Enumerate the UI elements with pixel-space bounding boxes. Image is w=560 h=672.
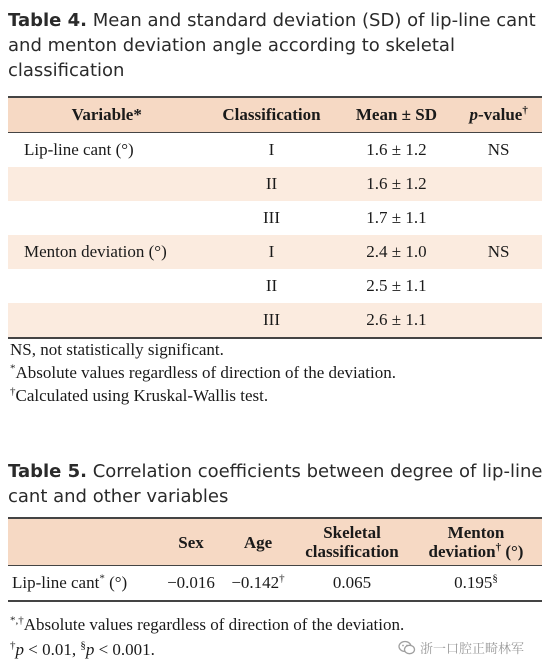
table4-cell-p [455, 201, 542, 235]
table4-cell-classification: III [263, 310, 280, 329]
table4-caption [8, 8, 554, 83]
table5-caption-label: Table 5. [8, 461, 87, 482]
table4-cell-classification: I [268, 242, 275, 261]
table5-cell-label: Lip-line cant* (°) [12, 572, 128, 592]
table4-cell-classification: III [263, 208, 280, 227]
footnote-star: *Absolute values regardless of direction of the deviation. [10, 362, 396, 382]
table4-cell-classification: II [265, 174, 278, 193]
table5-header-sex: Sex [160, 518, 222, 566]
table4-cell-mean-sd: 2.6 ± 1.1 [366, 310, 427, 329]
footnote-p-values: †p < 0.01, §p < 0.001. [10, 639, 155, 659]
table4-header-mean-sd: Mean ± SD [355, 105, 437, 124]
table4-cell-variable: Lip-line cant (°) [24, 140, 134, 159]
table-row [8, 566, 542, 602]
table4-caption-text: Mean and standard deviation (SD) of lip-line cant and menton deviation angle according to skeletal classification [8, 10, 536, 81]
table-row [8, 133, 542, 168]
table5-caption-text: Correlation coefficients between degree of lip-line cant and other variables [8, 461, 543, 507]
table-row [8, 201, 542, 235]
table5-cell-menton: 0.195§ [454, 572, 498, 592]
table5 [8, 517, 542, 602]
table-row [8, 303, 542, 338]
table4-cell-variable [8, 269, 205, 303]
table4-cell-variable [8, 201, 205, 235]
table4-cell-mean-sd: 2.5 ± 1.1 [366, 276, 427, 295]
table4-cell-mean-sd: 1.7 ± 1.1 [366, 208, 427, 227]
table4-cell-p: NS [487, 140, 510, 159]
table4-header-p-value: p-value† [469, 104, 528, 124]
table4-cell-variable: Menton deviation (°) [24, 242, 167, 261]
table4-cell-classification: I [268, 140, 275, 159]
watermark [398, 638, 524, 657]
table4-footnotes [10, 338, 396, 407]
table-row [8, 269, 542, 303]
table5-header-age: Age [222, 518, 294, 566]
footnote-ns: NS, not statistically significant. [10, 340, 224, 359]
table5-caption [8, 459, 554, 509]
table4-cell-classification: II [265, 276, 278, 295]
table4-header-row [8, 97, 542, 133]
table4-cell-p [455, 303, 542, 338]
table4-header-classification: Classification [222, 105, 321, 124]
table4-cell-variable [8, 303, 205, 338]
table4-cell-mean-sd: 1.6 ± 1.2 [366, 174, 427, 193]
table4-cell-mean-sd: 1.6 ± 1.2 [366, 140, 427, 159]
wechat-icon [398, 639, 416, 657]
table5-header-skeletal: Skeletal classification [294, 518, 410, 566]
table4 [8, 96, 542, 339]
table5-footnotes [10, 612, 404, 662]
table5-header-empty [8, 518, 160, 566]
table4-caption-label: Table 4. [8, 10, 87, 31]
table4-cell-p [455, 269, 542, 303]
table5-cell-skeletal: 0.065 [332, 573, 372, 592]
table-row [8, 235, 542, 269]
footnote-dagger: †Calculated using Kruskal-Wallis test. [10, 385, 269, 405]
watermark-text: 浙一口腔正畸林军 [420, 642, 525, 657]
table4-cell-variable [8, 167, 205, 201]
table-row [8, 167, 542, 201]
table4-header-variable: Variable* [71, 105, 142, 124]
table4-cell-p: NS [487, 242, 510, 261]
table5-cell-sex: −0.016 [167, 573, 215, 592]
table5-header-menton: Menton deviation† (°) [410, 518, 542, 566]
footnote-star-dagger: *,†Absolute values regardless of direction of the deviation. [10, 614, 405, 634]
table4-cell-mean-sd: 2.4 ± 1.0 [366, 242, 427, 261]
table5-header-row [8, 518, 542, 566]
table5-cell-age: −0.142† [231, 572, 285, 592]
table4-cell-p [455, 167, 542, 201]
